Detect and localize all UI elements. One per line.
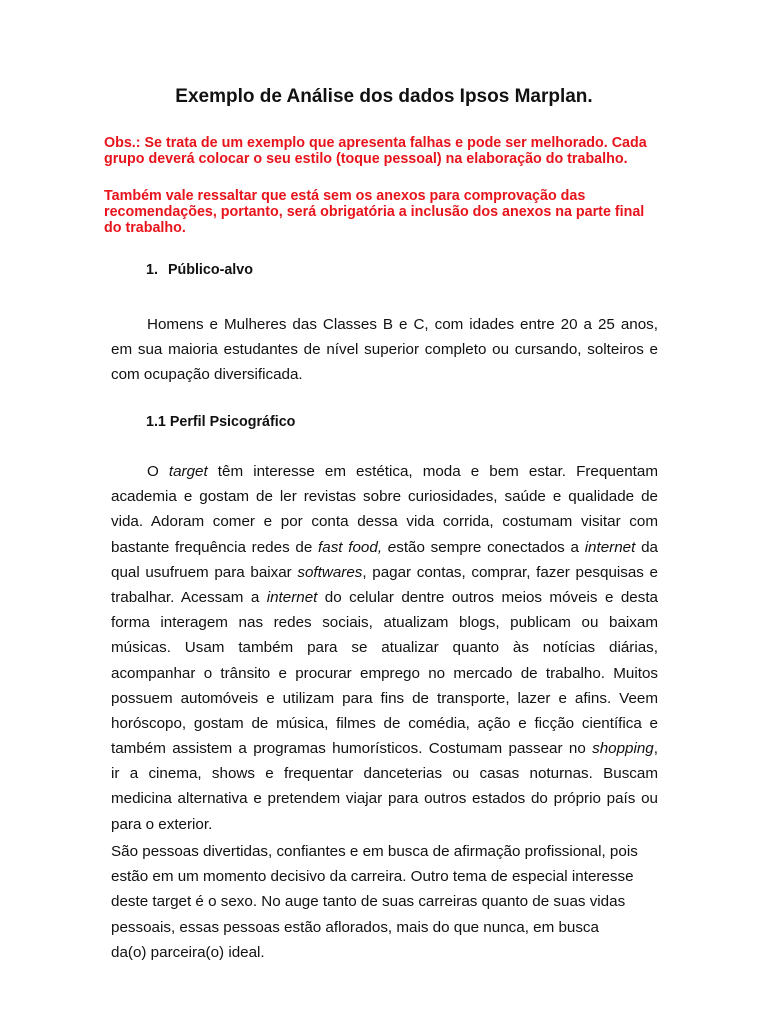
annex-note: Também vale ressaltar que está sem os anexos para comprovação das recomendações, portanto, será obrigatória a inclusão dos anexos na parte final do trabalho. [104, 188, 645, 236]
paragraph-line: estão em um momento decisivo da carreira. Outro tema de especial interesse [111, 868, 634, 886]
section-number: 1. [146, 262, 158, 278]
section-heading-publico-alvo [146, 262, 253, 278]
paragraph-line: São pessoas divertidas, confiantes e em busca de afirmação profissional, pois [111, 843, 638, 860]
document-title: Exemplo de Análise dos dados Ipsos Marplan. [175, 86, 593, 107]
closing-paragraph [111, 839, 658, 965]
profile-paragraph [111, 459, 658, 837]
paragraph-line: O target têm interesse em estética, moda e bem estar. Frequentam [147, 463, 658, 480]
paragraph-line: bastante frequência redes de fast food, estão sempre conectados a internet da [111, 538, 658, 556]
paragraph-line: pessoais, essas pessoas estão aflorados, mais do que nunca, em busca [111, 918, 599, 936]
paragraph-line: ir a cinema, shows e frequentar danceterias ou casas noturnas. Buscam [111, 765, 658, 783]
paragraph-line: da(o) parceira(o) ideal. [111, 943, 265, 961]
paragraph-line: acompanhar o trânsito e procurar emprego no mercado de trabalho. Muitos [111, 664, 658, 682]
paragraph-line: músicas. Usam também para se atualizar quanto às notícias diárias, [111, 639, 658, 657]
paragraph-line: para o exterior. [111, 815, 213, 833]
paragraph-line: horóscopo, gostam de música, filmes de comédia, ação e ficção científica e [111, 714, 658, 732]
paragraph-line: Homens e Mulheres das Classes B e C, com idades entre 20 a 25 anos, [147, 316, 658, 333]
section-title: Público-alvo [167, 262, 253, 278]
paragraph-line: com ocupação diversificada. [111, 366, 303, 384]
paragraph-line: qual usufruem para baixar softwares, pagar contas, comprar, fazer pesquisas e [111, 563, 658, 581]
paragraph-line: forma interagem nas redes sociais, atualizam blogs, publicam ou baixam [111, 614, 658, 632]
public-paragraph [111, 312, 658, 388]
paragraph-line: medicina alternativa e pretendem viajar para outros estados do próprio país ou [111, 790, 658, 808]
section-heading-perfil-psicografico: 1.1 Perfil Psicográfico [146, 414, 296, 430]
paragraph-line: em sua maioria estudantes de nível superior completo ou cursando, solteiros e [111, 341, 658, 359]
paragraph-line: deste target é o sexo. No auge tanto de suas carreiras quanto de suas vidas [111, 893, 626, 911]
paragraph-line: possuem automóveis e utilizam para fins de transporte, lazer e afins. Veem [111, 689, 658, 707]
paragraph-line: também assistem a programas humorísticos. Costumam passear no shopping, [111, 740, 658, 758]
paragraph-line: academia e gostam de ler revistas sobre curiosidades, saúde e qualidade de [111, 488, 658, 506]
observation-note: Obs.: Se trata de um exemplo que apresenta falhas e pode ser melhorado. Cada grupo deverá colocar o seu estilo (toque pessoal) na elaboração do trabalho. [104, 135, 647, 167]
paragraph-line: trabalhar. Acessam a internet do celular dentre outros meios móveis e desta [111, 588, 658, 606]
paragraph-line: vida. Adoram comer e por conta dessa vida corrida, costumam visitar com [111, 513, 658, 531]
